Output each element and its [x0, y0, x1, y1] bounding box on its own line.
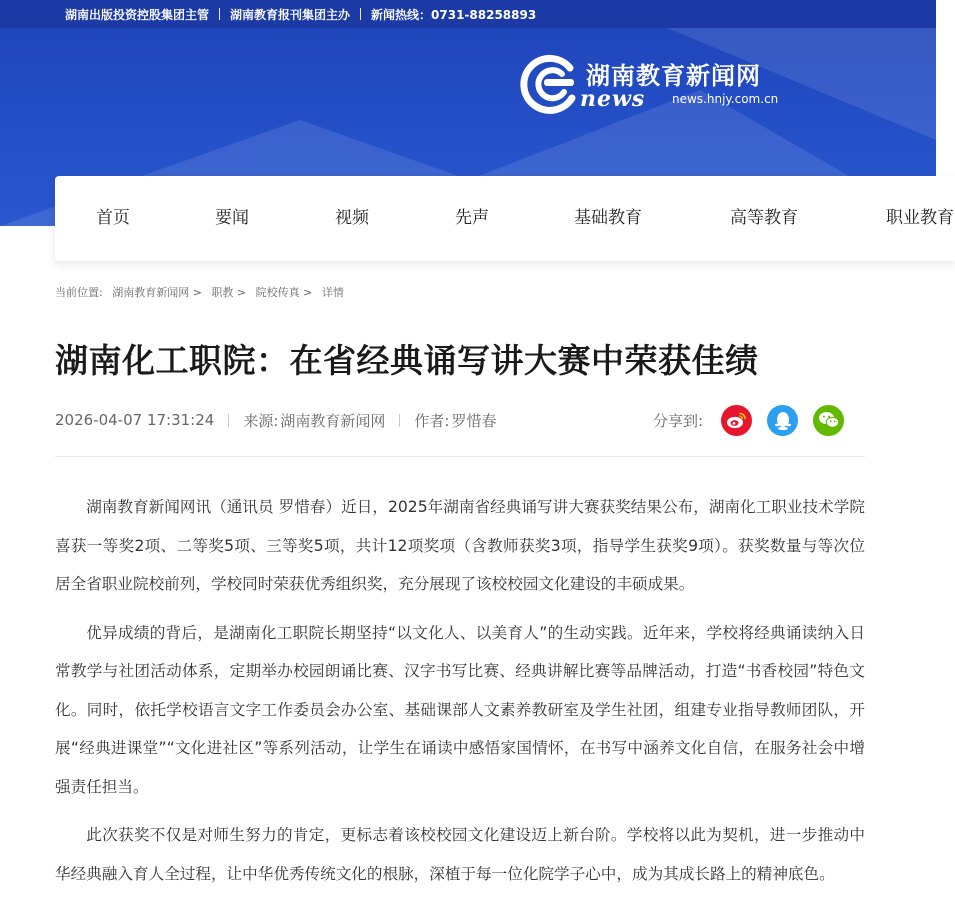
share-bar	[653, 404, 859, 436]
main-nav	[55, 176, 955, 261]
article-title: 湖南化工职院：在省经典诵写讲大赛中荣获佳绩	[55, 341, 759, 380]
nav-item-headlines[interactable]: 要闻	[215, 208, 249, 228]
publish-datetime: 2026-04-07 17:31:24	[55, 411, 215, 429]
article-paragraph: 湖南教育新闻网讯（通讯员 罗惜春）近日，2025年湖南省经典诵写讲大赛获奖结果公布，湖南化工职业技术学院喜获一等奖2项、二等奖5项、三等奖5项，共计12项奖项（含教师获奖3项，指导学生获奖9项）。获奖数量与等次位居全省职业院校前列，学校同时荣获优秀组织奖，充分展现了该校校园文化建设的丰硕成果。	[55, 498, 865, 593]
source-label: 来源:	[243, 411, 279, 430]
qq-icon[interactable]	[767, 405, 798, 436]
breadcrumb-item-vocational[interactable]: 职教 >	[211, 286, 247, 299]
meta-divider	[55, 456, 865, 457]
source-name: 湖南教育新闻网	[280, 411, 386, 430]
top-bar-item: 湖南教育报刊集团主办	[230, 7, 351, 22]
logo-e-icon	[518, 52, 582, 114]
logo-url: news.hnjy.com.cn	[672, 92, 779, 106]
nav-item-vocational-education[interactable]: 职业教育	[886, 208, 954, 228]
logo-text	[580, 52, 796, 114]
article-meta	[55, 408, 496, 432]
breadcrumb-item-school-news[interactable]: 院校传真 >	[255, 286, 313, 299]
article-paragraph: 此次获奖不仅是对师生努力的肯定，更标志着该校校园文化建设迈上新台阶。学校将以此为契机，进一步推动中华经典融入育人全过程，让中华优秀传统文化的根脉，深植于每一位化院学子心中，成为其成长路上的精神底色。	[55, 826, 865, 883]
nav-item-video[interactable]: 视频	[335, 208, 369, 228]
site-logo[interactable]	[518, 52, 796, 114]
breadcrumb	[55, 284, 350, 300]
logo-site-name: 湖南教育新闻网	[586, 62, 761, 90]
share-label: 分享到:	[653, 411, 704, 430]
nav-item-higher-education[interactable]: 高等教育	[730, 208, 798, 228]
meta-separator	[399, 414, 400, 427]
nav-item-home[interactable]: 首页	[96, 208, 130, 228]
logo-news-word: news	[580, 86, 646, 112]
nav-item-xiansheng[interactable]: 先声	[455, 208, 489, 228]
wechat-icon[interactable]	[813, 405, 844, 436]
breadcrumb-item-detail: 详情	[321, 286, 344, 299]
weibo-icon[interactable]	[721, 405, 752, 436]
top-bar-item: 湖南出版投资控股集团主管	[65, 7, 210, 22]
article-body	[55, 488, 865, 903]
meta-separator	[228, 414, 229, 427]
nav-item-basic-education[interactable]: 基础教育	[574, 208, 642, 228]
article-paragraph: 优异成绩的背后，是湖南化工职院长期坚持“以文化人、以美育人”的生动实践。近年来，学校将经典诵读纳入日常教学与社团活动体系，定期举办校园朗诵比赛、汉字书写比赛、经典讲解比赛等品牌活动，打造“书香校园”特色文化。同时，依托学校语言文字工作委员会办公室、基础课部人文素养教研室及学生社团，组建专业指导教师团队，开展“经典进课堂”“文化进社区”等系列活动，让学生在诵读中感悟家国情怀，在书写中涵养文化自信，在服务社会中增强责任担当。	[55, 623, 865, 796]
top-bar-separator	[219, 8, 220, 20]
author-label: 作者:	[414, 411, 450, 430]
breadcrumb-item-home[interactable]: 湖南教育新闻网 >	[112, 286, 202, 299]
top-bar-separator	[360, 8, 361, 20]
news-hotline: 新闻热线：0731-88258893	[371, 7, 537, 22]
breadcrumb-label: 当前位置:	[55, 286, 103, 299]
top-info-bar	[0, 0, 936, 28]
author-name: 罗惜春	[451, 411, 497, 430]
